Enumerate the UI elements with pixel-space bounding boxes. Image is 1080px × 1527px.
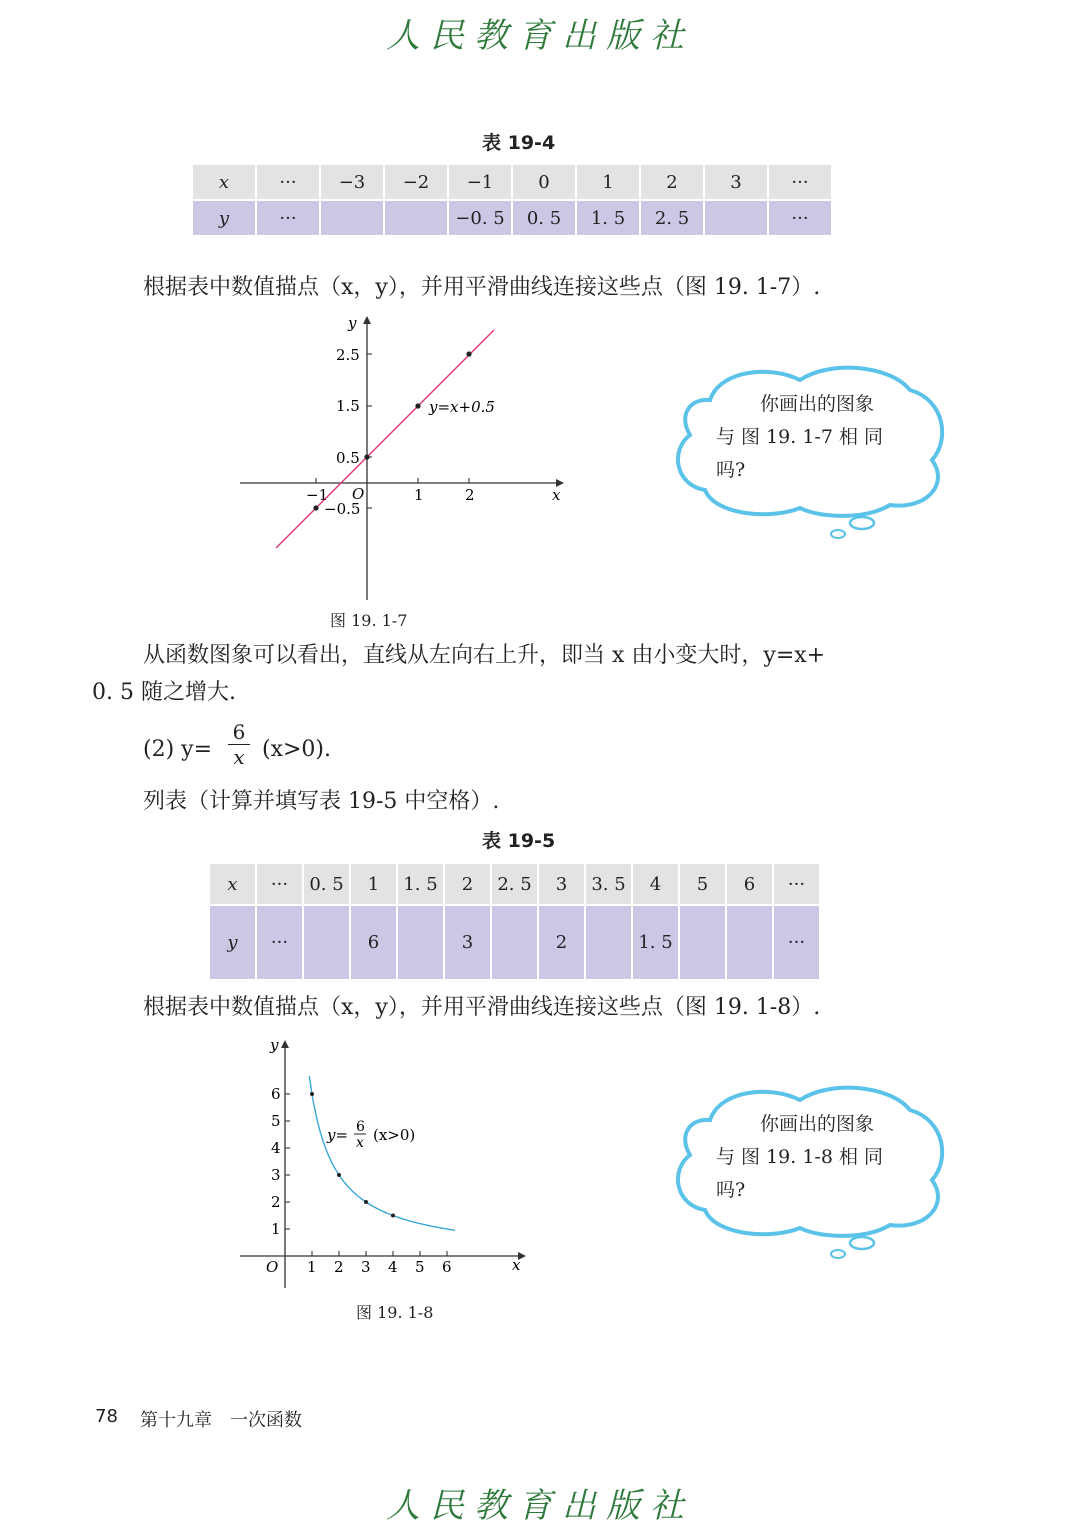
- table-cell: 3: [705, 165, 767, 199]
- table-cell-blank: [680, 906, 725, 979]
- data-point: [415, 403, 420, 408]
- y-tick-label: 4: [271, 1139, 281, 1157]
- bubble-dot: [850, 1237, 874, 1249]
- table-cell: 3. 5: [586, 864, 631, 904]
- bubble-dot: [850, 517, 874, 529]
- table-cell: ···: [769, 201, 831, 235]
- table-cell: 2: [445, 864, 490, 904]
- function-label-denominator: x: [356, 1135, 364, 1151]
- table-header-x: x: [210, 864, 255, 904]
- data-point: [310, 1092, 314, 1096]
- table-cell-blank: [492, 906, 537, 979]
- y-tick-label: 2.5: [336, 346, 360, 364]
- table-row: [210, 906, 819, 979]
- bubble-dot: [831, 530, 845, 538]
- paragraph-conclusion-line-1: 从函数图象可以看出，直线从左向右上升，即当 x 由小变大时，y=x+: [143, 643, 826, 668]
- table-cell: −2: [385, 165, 447, 199]
- bubble-line: 你画出的图象: [760, 393, 875, 415]
- y-tick-label: 3: [271, 1166, 281, 1184]
- table-cell: 2: [641, 165, 703, 199]
- x-axis-label: x: [512, 1256, 521, 1274]
- part-2-prefix: (2) y=: [143, 737, 213, 762]
- table-cell: 0: [513, 165, 575, 199]
- line-y-equals-x-plus-half: [276, 330, 494, 548]
- paragraph-conclusion-line-2: 0. 5 随之增大.: [92, 680, 236, 705]
- table-cell: 1: [577, 165, 639, 199]
- table-cell: ···: [257, 906, 302, 979]
- x-tick-label: 2: [334, 1258, 344, 1276]
- table-cell: 2: [539, 906, 584, 979]
- origin-label: O: [266, 1258, 279, 1276]
- data-point: [466, 351, 471, 356]
- figure-8-caption: 图 19. 1-8: [356, 1303, 434, 1322]
- page-number: 78: [95, 1406, 118, 1427]
- table-cell: 6: [351, 906, 396, 979]
- x-tick-label: 3: [361, 1258, 371, 1276]
- x-tick-label: 6: [442, 1258, 452, 1276]
- table-row: [210, 864, 819, 904]
- fraction-denominator: x: [228, 744, 250, 769]
- table-cell: ···: [257, 165, 319, 199]
- table-cell: 6: [727, 864, 772, 904]
- publisher-logo: 人民教育出版社: [386, 16, 694, 56]
- paragraph-make-table: 列表（计算并填写表 19-5 中空格）.: [143, 789, 500, 814]
- table-cell: ···: [774, 864, 819, 904]
- figure-19-1-7: [230, 310, 580, 610]
- table-cell-blank: [705, 201, 767, 235]
- table-cell: ···: [774, 906, 819, 979]
- table-cell-blank: [727, 906, 772, 979]
- bubble-line: 吗?: [716, 459, 746, 481]
- paragraph-plot-points-1: 根据表中数值描点（x，y），并用平滑曲线连接这些点（图 19. 1-7）.: [143, 275, 821, 300]
- function-label-prefix: y=: [327, 1126, 349, 1144]
- y-tick-label: 6: [271, 1085, 281, 1103]
- table-cell-blank: [586, 906, 631, 979]
- curve-y-equals-6-over-x: [309, 1076, 455, 1230]
- table-cell: −3: [321, 165, 383, 199]
- x-axis-label: x: [552, 486, 561, 504]
- y-tick-label: 1.5: [336, 397, 360, 415]
- x-tick-label: 1: [307, 1258, 317, 1276]
- figure-19-1-8: [230, 1030, 540, 1295]
- table-cell: 1. 5: [398, 864, 443, 904]
- y-tick-label: 5: [271, 1112, 281, 1130]
- data-point: [391, 1214, 395, 1218]
- data-point: [364, 454, 369, 459]
- table-4-caption: 表 19-4: [482, 132, 556, 154]
- bubble-line: 与 图 19. 1-8 相 同: [716, 1146, 884, 1168]
- thought-bubble-1: [716, 388, 906, 487]
- table-cell: 0. 5: [513, 201, 575, 235]
- table-cell: ···: [769, 165, 831, 199]
- table-header-y: y: [210, 906, 255, 979]
- table-cell: 3: [445, 906, 490, 979]
- y-axis-label: y: [348, 314, 357, 332]
- table-cell: −1: [449, 165, 511, 199]
- table-header-y: y: [193, 201, 255, 235]
- bubble-dot: [831, 1250, 845, 1258]
- table-cell: 0. 5: [304, 864, 349, 904]
- publisher-logo-footer: 人民教育出版社: [386, 1486, 694, 1526]
- table-header-x: x: [193, 165, 255, 199]
- table-cell: ···: [257, 864, 302, 904]
- y-tick-label: 1: [271, 1220, 281, 1238]
- x-tick-label: 4: [388, 1258, 398, 1276]
- table-19-4: [191, 163, 833, 237]
- x-tick-label: 2: [465, 486, 475, 504]
- table-row: [193, 165, 831, 199]
- x-tick-label: 5: [415, 1258, 425, 1276]
- table-cell: 1. 5: [633, 906, 678, 979]
- y-axis-label: y: [270, 1036, 279, 1054]
- table-cell: ···: [257, 201, 319, 235]
- fraction-numerator: 6: [232, 720, 246, 744]
- data-point: [313, 505, 318, 510]
- y-tick-label: −0.5: [324, 500, 361, 518]
- table-row: [193, 201, 831, 235]
- paragraph-plot-points-2: 根据表中数值描点（x，y），并用平滑曲线连接这些点（图 19. 1-8）.: [143, 995, 821, 1020]
- fraction: [228, 720, 250, 769]
- table-cell: 1: [351, 864, 396, 904]
- table-cell-blank: [321, 201, 383, 235]
- y-tick-label: 2: [271, 1193, 281, 1211]
- table-cell: 4: [633, 864, 678, 904]
- bubble-line: 你画出的图象: [760, 1113, 875, 1135]
- bubble-line: 与 图 19. 1-7 相 同: [716, 426, 884, 448]
- x-tick-label: 1: [414, 486, 424, 504]
- thought-bubble-2: [716, 1108, 906, 1207]
- tick-marks: [285, 1094, 447, 1256]
- function-label-condition: (x>0): [373, 1126, 416, 1144]
- data-point: [364, 1200, 368, 1204]
- table-cell: −0. 5: [449, 201, 511, 235]
- table-cell: 3: [539, 864, 584, 904]
- table-5-caption: 表 19-5: [482, 830, 556, 852]
- table-cell-blank: [385, 201, 447, 235]
- table-cell: 2. 5: [641, 201, 703, 235]
- part-2-suffix: (x>0).: [262, 737, 331, 762]
- y-axis-arrow: [363, 316, 371, 324]
- table-19-5: [208, 862, 821, 981]
- figure-7-caption: 图 19. 1-7: [330, 611, 408, 630]
- x-tick-label: −1: [306, 486, 329, 504]
- origin-label: O: [352, 485, 365, 503]
- table-cell: 2. 5: [492, 864, 537, 904]
- y-axis-arrow: [281, 1040, 289, 1048]
- function-label-numerator: 6: [356, 1119, 365, 1135]
- function-label: y=x+0.5: [429, 398, 495, 416]
- table-cell-blank: [304, 906, 349, 979]
- y-tick-label: 0.5: [336, 449, 360, 467]
- table-cell-blank: [398, 906, 443, 979]
- table-cell: 5: [680, 864, 725, 904]
- chapter-title: 第十九章 一次函数: [140, 1410, 302, 1431]
- table-cell: 1. 5: [577, 201, 639, 235]
- bubble-line: 吗?: [716, 1179, 746, 1201]
- data-point: [337, 1173, 341, 1177]
